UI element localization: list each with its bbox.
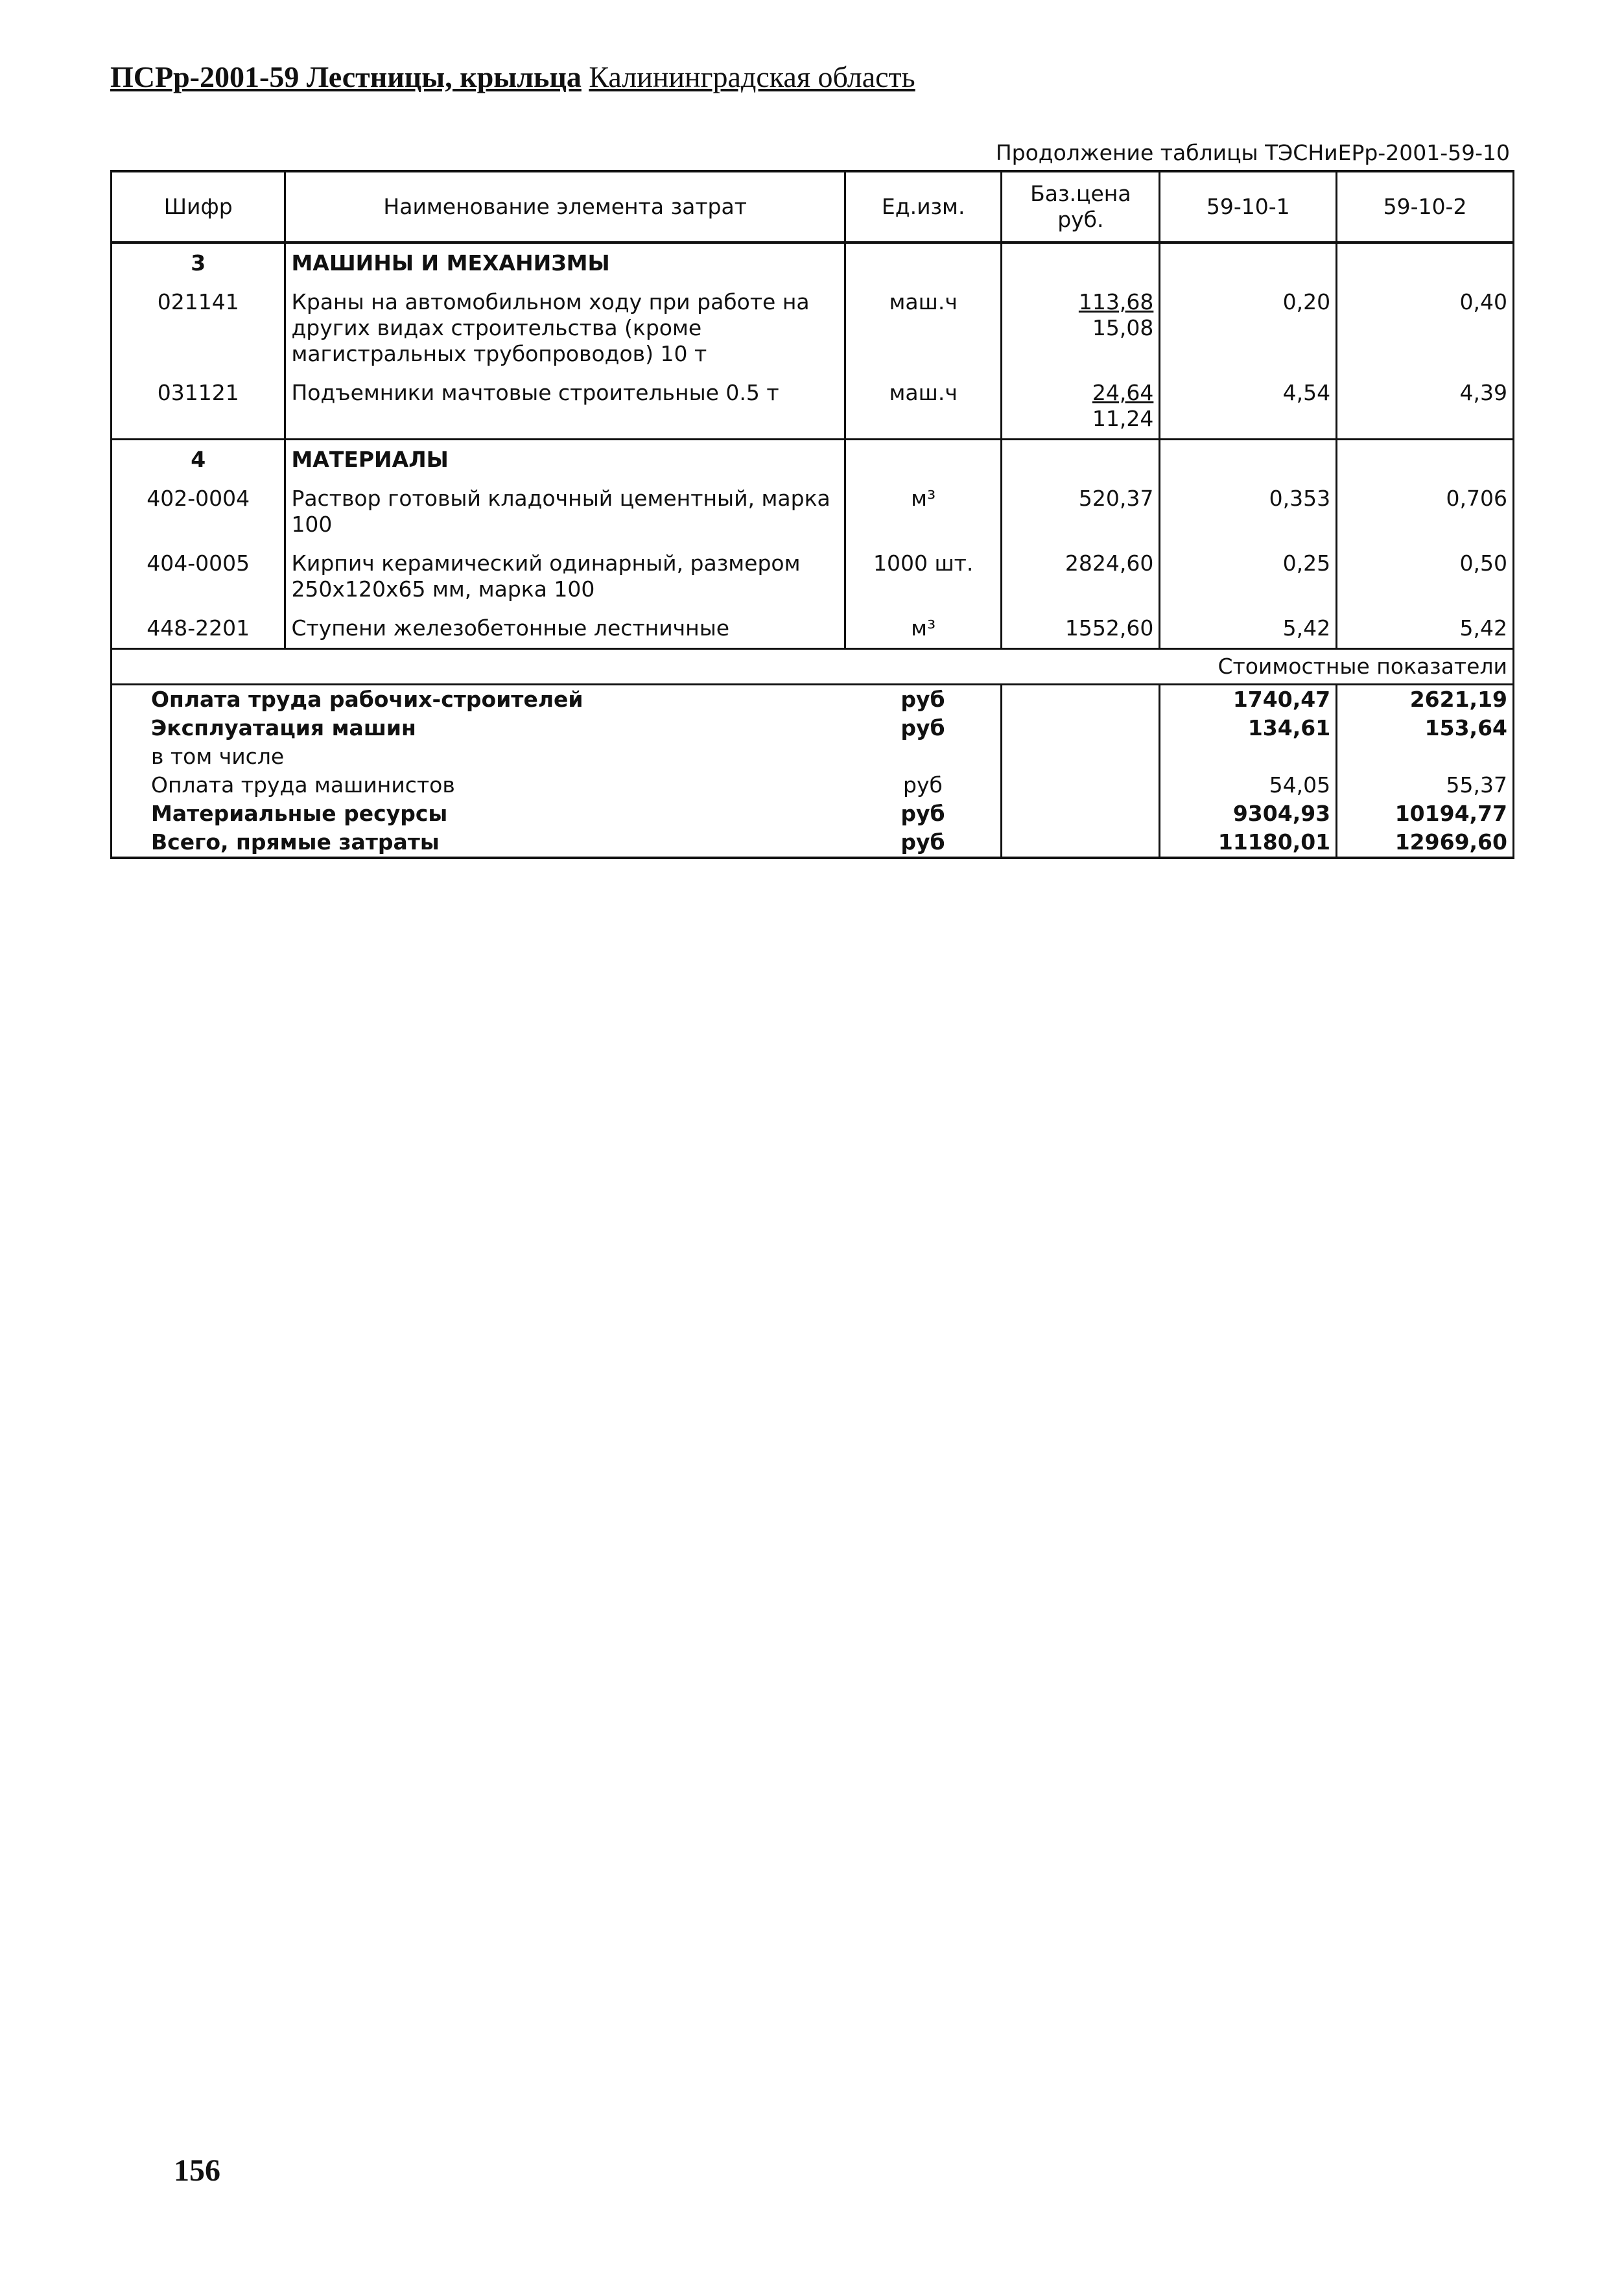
empty-cell	[1002, 685, 1160, 715]
section-number: 4	[112, 440, 285, 480]
empty-cell	[1160, 243, 1337, 283]
empty-cell	[1002, 243, 1160, 283]
empty-cell	[1337, 243, 1514, 283]
section-title: МАШИНЫ И МЕХАНИЗМЫ	[285, 243, 845, 283]
resource-unit: маш.ч	[845, 373, 1001, 440]
variant-2-value: 0,40	[1337, 283, 1514, 373]
base-price: 2824,60	[1065, 551, 1154, 576]
empty-cell	[1002, 828, 1160, 858]
document-title: ПСРр-2001-59 Лестницы, крыльца	[110, 60, 582, 93]
base-price: 24,64	[1092, 380, 1154, 405]
resource-unit: м³	[845, 609, 1001, 649]
summary-variant-1: 1740,47	[1160, 685, 1337, 715]
summary-variant-1: 134,61	[1160, 714, 1337, 742]
summary-unit	[845, 742, 1001, 771]
base-price-cell	[1002, 373, 1160, 440]
cost-indicators-header-row	[112, 649, 1514, 685]
cost-indicators-title: Стоимостные показатели	[112, 649, 1514, 685]
column-header-variant-2: 59-10-2	[1337, 171, 1514, 243]
resource-code: 031121	[112, 373, 285, 440]
resource-code: 402-0004	[112, 479, 285, 544]
column-header-name: Наименование элемента затрат	[285, 171, 845, 243]
resource-name: Подъемники мачтовые строительные 0.5 т	[285, 373, 845, 440]
variant-2-value: 4,39	[1337, 373, 1514, 440]
summary-variant-1	[1160, 742, 1337, 771]
summary-row	[112, 771, 1514, 799]
resource-code: 021141	[112, 283, 285, 373]
column-header-price: Баз.цена руб.	[1002, 171, 1160, 243]
summary-variant-2: 10194,77	[1337, 799, 1514, 828]
summary-unit: руб	[845, 771, 1001, 799]
column-header-code: Шифр	[112, 171, 285, 243]
summary-row	[112, 742, 1514, 771]
summary-variant-1: 9304,93	[1160, 799, 1337, 828]
summary-variant-1: 54,05	[1160, 771, 1337, 799]
base-price-cell	[1002, 544, 1160, 609]
variant-2-value: 0,50	[1337, 544, 1514, 609]
variant-1-value: 0,353	[1160, 479, 1337, 544]
base-price-cell	[1002, 479, 1160, 544]
resource-name: Ступени железобетонные лестничные	[285, 609, 845, 649]
base-price-cell	[1002, 283, 1160, 373]
empty-cell	[1160, 440, 1337, 480]
summary-variant-2: 153,64	[1337, 714, 1514, 742]
section-number: 3	[112, 243, 285, 283]
summary-label: Всего, прямые затраты	[112, 828, 845, 858]
empty-cell	[1002, 714, 1160, 742]
summary-row	[112, 828, 1514, 858]
resource-name: Краны на автомобильном ходу при работе на других видах строительства (кроме магистральных трубопроводов) 10 т	[285, 283, 845, 373]
variant-2-value: 5,42	[1337, 609, 1514, 649]
summary-label: Эксплуатация машин	[112, 714, 845, 742]
variant-1-value: 5,42	[1160, 609, 1337, 649]
page-header	[110, 60, 915, 94]
summary-label: Материальные ресурсы	[112, 799, 845, 828]
empty-cell	[1002, 799, 1160, 828]
table-row	[112, 283, 1514, 373]
summary-row	[112, 685, 1514, 715]
variant-1-value: 4,54	[1160, 373, 1337, 440]
region-name: Калининградская область	[589, 60, 915, 93]
table-header-row	[112, 171, 1514, 243]
table-continuation-caption: Продолжение таблицы ТЭСНиЕРр-2001-59-10	[995, 140, 1510, 165]
resource-name: Раствор готовый кладочный цементный, марка 100	[285, 479, 845, 544]
machinist-wage: 15,08	[1092, 315, 1154, 340]
summary-row	[112, 714, 1514, 742]
cost-table	[110, 170, 1514, 859]
empty-cell	[845, 440, 1001, 480]
machinist-wage: 11,24	[1092, 406, 1154, 431]
summary-unit: руб	[845, 828, 1001, 858]
empty-cell	[845, 243, 1001, 283]
base-price: 520,37	[1078, 486, 1154, 511]
empty-cell	[1337, 440, 1514, 480]
variant-1-value: 0,25	[1160, 544, 1337, 609]
summary-variant-2	[1337, 742, 1514, 771]
column-header-unit: Ед.изм.	[845, 171, 1001, 243]
resource-unit: м³	[845, 479, 1001, 544]
empty-cell	[1002, 771, 1160, 799]
summary-unit: руб	[845, 799, 1001, 828]
empty-cell	[1002, 742, 1160, 771]
summary-variant-2: 55,37	[1337, 771, 1514, 799]
resource-unit: маш.ч	[845, 283, 1001, 373]
summary-unit: руб	[845, 714, 1001, 742]
section-header-row	[112, 243, 1514, 283]
table-row	[112, 544, 1514, 609]
resource-code: 448-2201	[112, 609, 285, 649]
empty-cell	[1002, 440, 1160, 480]
base-price: 1552,60	[1065, 615, 1154, 641]
summary-label: Оплата труда машинистов	[112, 771, 845, 799]
variant-2-value: 0,706	[1337, 479, 1514, 544]
summary-variant-2: 12969,60	[1337, 828, 1514, 858]
table-row	[112, 373, 1514, 440]
resource-code: 404-0005	[112, 544, 285, 609]
summary-row	[112, 799, 1514, 828]
base-price: 113,68	[1078, 289, 1154, 314]
summary-variant-2: 2621,19	[1337, 685, 1514, 715]
column-header-variant-1: 59-10-1	[1160, 171, 1337, 243]
table-row	[112, 479, 1514, 544]
section-header-row	[112, 440, 1514, 480]
table-row	[112, 609, 1514, 649]
resource-unit: 1000 шт.	[845, 544, 1001, 609]
summary-label: Оплата труда рабочих-строителей	[112, 685, 845, 715]
base-price-cell	[1002, 609, 1160, 649]
summary-label: в том числе	[112, 742, 845, 771]
page-number: 156	[174, 2153, 220, 2188]
summary-variant-1: 11180,01	[1160, 828, 1337, 858]
variant-1-value: 0,20	[1160, 283, 1337, 373]
resource-name: Кирпич керамический одинарный, размером 250х120х65 мм, марка 100	[285, 544, 845, 609]
summary-unit: руб	[845, 685, 1001, 715]
section-title: МАТЕРИАЛЫ	[285, 440, 845, 480]
